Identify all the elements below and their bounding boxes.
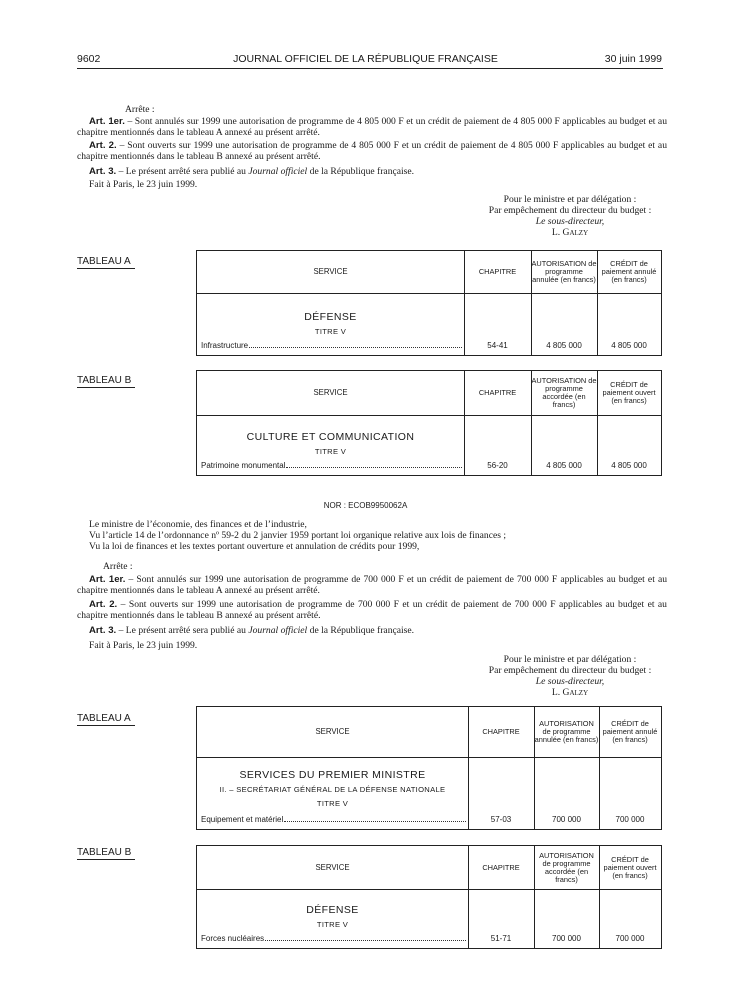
table1b-label: TABLEAU B (77, 375, 135, 388)
table1a-col-autorisation: AUTORISATION de programme annulée (en francs) (531, 259, 597, 284)
table2a-label: TABLEAU A (77, 713, 135, 726)
table2b-autorisation: 700 000 (552, 934, 581, 943)
table2b-credit: 700 000 (615, 934, 645, 943)
header-rule (77, 68, 663, 69)
table2a-col-autorisation: AUTORISATION de programme annulée (en francs) (534, 719, 599, 744)
table2b-col-autorisation: AUTORISATION de programme accordée (en francs) (539, 850, 594, 884)
decree1-fait: Fait à Paris, le 23 juin 1999. (89, 179, 198, 190)
decree2-fait: Fait à Paris, le 23 juin 1999. (89, 640, 198, 651)
table1a-col-credit: CRÉDIT de paiement annulé (en francs) (601, 259, 657, 284)
table1a (196, 250, 662, 356)
table1a-col-service: SERVICE (313, 267, 348, 276)
table1b-chapitre: 56-20 (487, 461, 508, 470)
table2a-col-service: SERVICE (315, 727, 350, 736)
table1b-credit: 4 805 000 (611, 461, 647, 470)
table2b-col-chapitre: CHAPITRE (482, 862, 520, 872)
table1b-section: CULTURE ET COMMUNICATION (246, 431, 415, 443)
table1b-col-chapitre: CHAPITRE (478, 388, 517, 397)
table2a-section: SERVICES DU PREMIER MINISTRE (239, 769, 426, 781)
decree1-signature: Pour le ministre et par délégation : Par empêchement du directeur du budget : Le sous-directeur, L. Galzy (488, 194, 652, 238)
decree1-article-1: Art. 1er. – Sont annulés sur 1999 une autorisation de programme de 4 805 000 F et un crédit de paiement de 4 805 000 F applicables au budget et au chapitre mentionnés dans le tableau A annexé au présent arrêté. (77, 116, 667, 138)
table2b-label: TABLEAU B (77, 847, 135, 860)
table1a-autorisation: 4 805 000 (546, 341, 582, 350)
table2a-credit: 700 000 (615, 815, 645, 824)
table2a-autorisation: 700 000 (552, 815, 581, 824)
table1a-section: DÉFENSE (304, 311, 357, 323)
journal-title: JOURNAL OFFICIEL DE LA RÉPUBLIQUE FRANÇAISE (233, 53, 498, 65)
table1b-item: Patrimoine monumental (201, 461, 462, 470)
table2a-titre: TITRE V (316, 799, 349, 808)
decree2-intro-1: Le ministre de l’économie, des finances et de l’industrie, (89, 519, 307, 530)
decree1-article-2: Art. 2. – Sont ouverts sur 1999 une autorisation de programme de 4 805 000 F et un crédit de paiement de 4 805 000 F applicables au budget et au chapitre mentionnés dans le tableau B annexé au présent arrêté. (77, 140, 667, 162)
table2b-item: Forces nucléaires (201, 934, 466, 943)
table1a-item: Infrastructure (201, 341, 462, 350)
table2b-col-service: SERVICE (315, 862, 350, 872)
table1b-col-autorisation: AUTORISATION de programme accordée (en francs) (531, 376, 597, 409)
table1b-autorisation: 4 805 000 (546, 461, 582, 470)
decree2-arrete: Arrête : (103, 561, 133, 572)
table2a-chapitre: 57-03 (490, 815, 512, 824)
decree2-article-1: Art. 1er. – Sont annulés sur 1999 une autorisation de programme de 700 000 F et un crédit de paiement de 700 000 F applicables au budget et au chapitre mentionnés dans le tableau A annexé au présent arrêté. (77, 574, 667, 596)
table2b (196, 845, 662, 949)
decree2-intro-2: Vu l’article 14 de l’ordonnance nº 59-2 du 2 janvier 1959 portant loi organique relative aux lois de finances ; (89, 530, 507, 541)
decree2-article-2: Art. 2. – Sont ouverts sur 1999 une autorisation de programme de 700 000 F et un crédit de paiement de 700 000 F applicables au budget et au chapitre mentionnés dans le tableau B annexé au présent arrêté. (77, 599, 667, 621)
table1b (196, 370, 662, 476)
table1a-chapitre: 54-41 (487, 341, 508, 350)
table2b-section: DÉFENSE (306, 904, 359, 916)
decree2-intro-3: Vu la loi de finances et les textes portant ouverture et annulation de crédits pour 1999, (89, 541, 420, 552)
table1b-titre: TITRE V (314, 447, 347, 456)
decree2-signature: Pour le ministre et par délégation : Par empêchement du directeur du budget : Le sous-directeur, L. Galzy (488, 654, 652, 698)
table1b-col-service: SERVICE (313, 388, 348, 397)
page-number: 9602 (77, 53, 101, 65)
table1a-credit: 4 805 000 (611, 341, 647, 350)
table2b-col-credit: CRÉDIT de paiement ouvert (en francs) (603, 854, 657, 880)
table1a-titre: TITRE V (314, 327, 347, 336)
table1a-label: TABLEAU A (77, 256, 135, 269)
table2a-subsection: II. – SECRÉTARIAT GÉNÉRAL DE LA DÉFENSE NATIONALE (219, 785, 446, 794)
issue-date: 30 juin 1999 (604, 53, 662, 65)
decree1-arrete: Arrête : (125, 104, 155, 115)
table1b-col-credit: CRÉDIT de paiement ouvert (en francs) (602, 380, 656, 405)
decree2-article-3: Art. 3. – Le présent arrêté sera publié au Journal officiel de la République française. (89, 625, 415, 636)
nor-reference: NOR : ECOB9950062A (323, 501, 408, 510)
table2a (196, 706, 662, 830)
table2b-titre: TITRE V (316, 920, 349, 929)
table1a-col-chapitre: CHAPITRE (478, 267, 517, 276)
table2a-item: Equipement et matériel (201, 815, 466, 824)
table2a-col-chapitre: CHAPITRE (482, 727, 520, 736)
decree1-article-3: Art. 3. – Le présent arrêté sera publié au Journal officiel de la République française. (89, 166, 415, 177)
table2b-chapitre: 51-71 (490, 934, 512, 943)
table2a-col-credit: CRÉDIT de paiement annulé (en francs) (602, 719, 658, 744)
